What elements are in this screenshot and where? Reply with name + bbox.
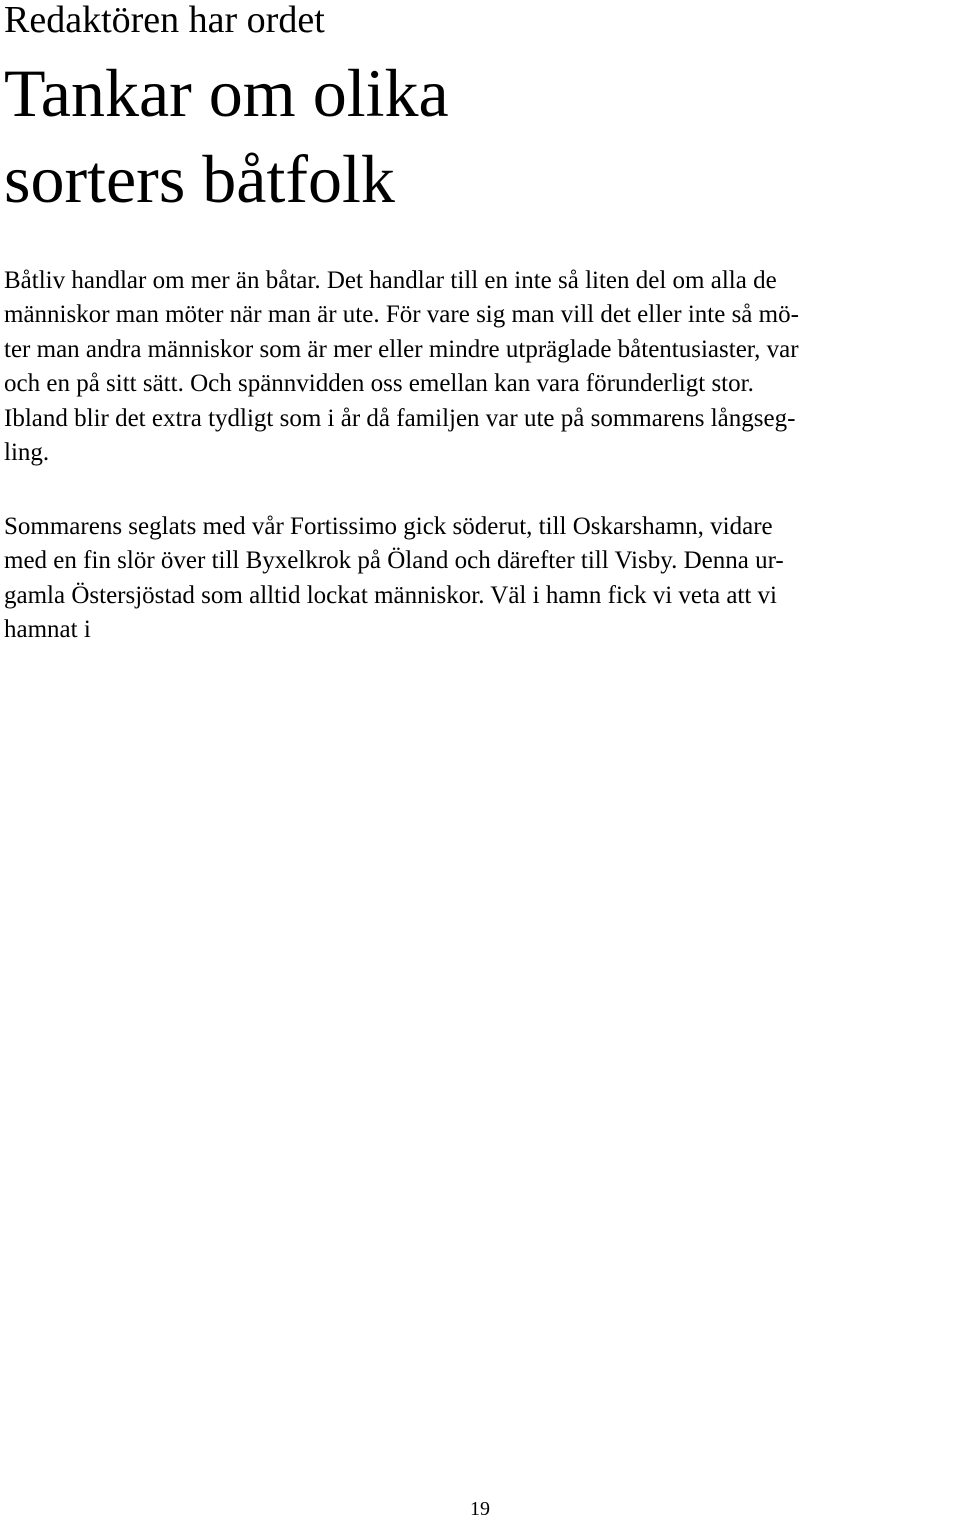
text-line: och en på sitt sätt. Och spännvidden oss emellan kan vara förunderligt stor. (4, 370, 754, 398)
text-line: människor man möter när man är ute. För vare sig man vill det eller inte så mö- (4, 301, 799, 329)
text-line: Sommarens seglats med vår Fortissimo gick söderut, till Oskarshamn, vidare (4, 513, 773, 540)
text-line: med en fin slör över till Byxelkrok på Öland och därefter till Visby. Denna ur- (4, 547, 784, 575)
page-number: 19 (470, 1498, 490, 1520)
text-line: Båtliv handlar om mer än båtar. Det handlar till en inte så liten del om alla de (4, 267, 777, 294)
body-paragraph (4, 264, 799, 470)
title-line: sorters båtfolk (4, 141, 395, 217)
text-line: hamnat i (4, 616, 91, 644)
section-kicker: Redaktören har ordet (4, 0, 325, 41)
text-line: Ibland blir det extra tydligt som i år då familjen var ute på sommarens långseg- (4, 404, 796, 432)
text-line: gamla Östersjöstad som alltid lockat människor. Väl i hamn fick vi veta att vi (4, 581, 777, 609)
text-line: ling. (4, 439, 50, 467)
body-paragraph (4, 510, 784, 648)
text-line: ter man andra människor som är mer eller mindre utpräglade båtentusiaster, var (4, 335, 799, 363)
article-title (4, 50, 449, 222)
title-line: Tankar om olika (4, 55, 449, 131)
